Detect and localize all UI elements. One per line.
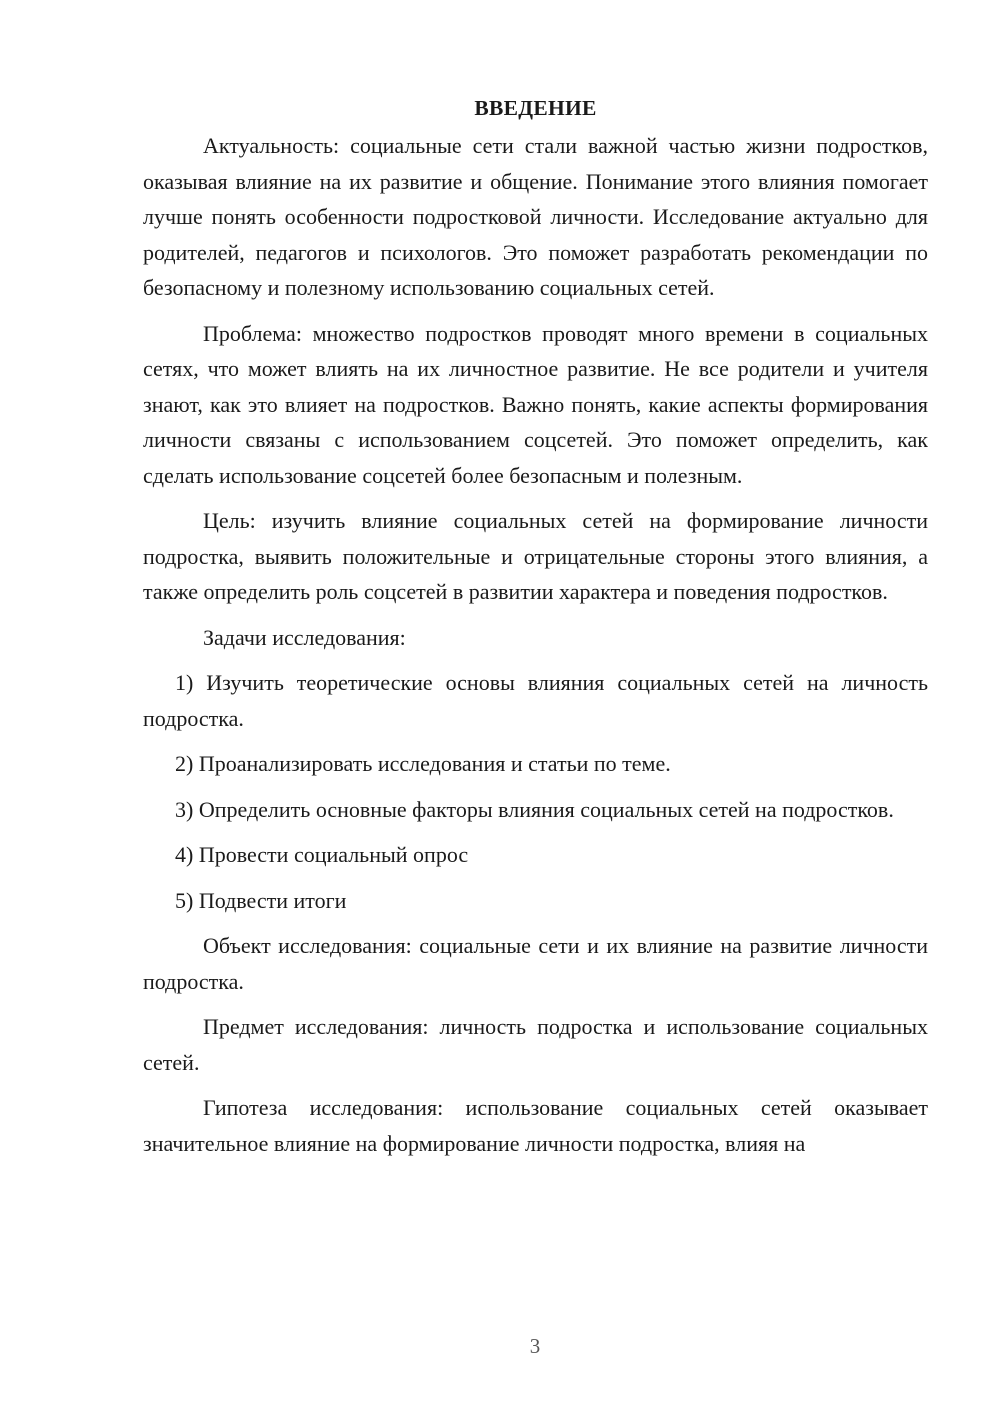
task-item-4: 4) Провести социальный опрос <box>175 842 469 867</box>
hypothesis-paragraph: Гипотеза исследования: использование социальных сетей оказывает значительное влияние на формирование личности подростка, влияя на <box>143 1095 928 1156</box>
task-item-2: 2) Проанализировать исследования и статьи по теме. <box>175 751 671 776</box>
document-page <box>143 90 928 1171</box>
task-item-5: 5) Подвести итоги <box>175 887 347 913</box>
tasks-heading-paragraph: Задачи исследования: <box>203 624 406 650</box>
section-heading: ВВЕДЕНИЕ <box>474 96 597 120</box>
goal-paragraph: Цель: изучить влияние социальных сетей на формирование личности подростка, выявить положительные и отрицательные стороны этого влияния, а также определить роль соцсетей в развитии характера и поведения подростков. <box>143 508 928 604</box>
page-number: 3 <box>529 1334 541 1358</box>
problem-paragraph: Проблема: множество подростков проводят много времени в социальных сетях, что может влиять на их личностное развитие. Не все родители и учителя знают, как это влияет на подростков. Важно понять, какие аспекты формирования личности связаны с использованием соцсетей. Это поможет определить, как сделать использование соцсетей более безопасным и полезным. <box>143 320 928 488</box>
relevance-paragraph: Актуальность: социальные сети стали важной частью жизни подростков, оказывая влияние на их развитие и общение. Понимание этого влияния помогает лучше понять особенности подростковой личности. Исследование актуально для родителей, педагогов и психологов. Это поможет разработать рекомендации по безопасному и полезному использованию социальных сетей. <box>143 133 928 300</box>
task-item-3: 3) Определить основные факторы влияния социальных сетей на подростков. <box>175 796 894 822</box>
task-item-1: 1) Изучить теоретические основы влияния социальных сетей на личность подростка. <box>143 670 928 731</box>
subject-paragraph: Предмет исследования: личность подростка и использование социальных сетей. <box>143 1014 928 1075</box>
object-paragraph: Объект исследования: социальные сети и их влияние на развитие личности подростка. <box>143 933 928 994</box>
